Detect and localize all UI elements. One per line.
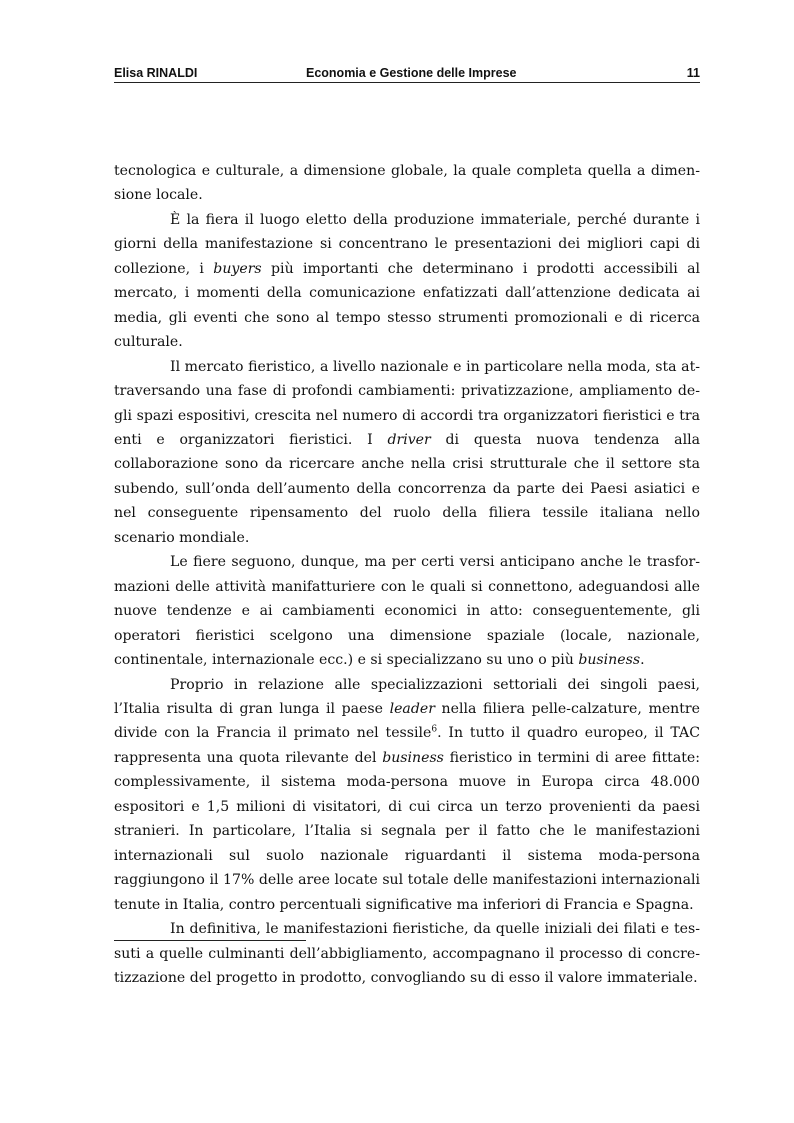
paragraph-3	[114, 355, 700, 551]
running-header	[114, 64, 700, 83]
text-run: nella filiera pelle-calzature, mentre divide con la Francia il primato nel tessile	[114, 700, 700, 742]
paragraph-4	[114, 550, 700, 672]
text-run: . In tutto il quadro europeo, il TAC rappresenta una quota rilevante del	[114, 725, 700, 766]
header-page-number: 11	[686, 66, 700, 80]
text-run: .	[640, 652, 645, 669]
body-text	[114, 159, 700, 990]
text-run: di questa nuova tendenza alla collaborazione sono da ricercare anche nella crisi strutturale che il settore sta subendo, sull’onda dell’aumento della concorrenza da parte dei Paesi asiatici e nel conseguente ripensamento del ruolo della filiera tessile italiana nello scenario mondiale.	[114, 431, 701, 546]
italic-term: business	[578, 652, 641, 669]
text-run: fieristico in termini di aree fittate: complessivamente, il sistema moda-persona muove in Europa circa 48.000 espositori e 1,5 milioni di visitatori, di cui circa un terzo provenienti da paesi stranieri. In particolare, l’Italia si segnala per il fatto che le manifestazioni internazionali sul suolo nazionale riguardanti il sistema moda-persona raggiungono il 17% delle aree locate sul totale delle manifestazioni internazionali tenute in Italia, contro percentuali significative ma inferiori di Francia e Spagna.	[114, 749, 701, 913]
text-run: È la fiera il luogo eletto della produzione immateriale, perché durante i giorni della manifestazione si concentrano le presentazioni dei migliori capi di collezione, i	[114, 211, 700, 277]
footnote-separator	[114, 940, 306, 941]
paragraph-6	[114, 917, 700, 990]
italic-term: leader	[389, 700, 435, 717]
paragraph-2	[114, 208, 700, 355]
italic-term: driver	[387, 431, 431, 448]
paragraph-1	[114, 159, 700, 208]
italic-term: business	[382, 749, 444, 766]
text-run: In definitiva, le manifestazioni fieristiche, da quelle iniziali dei filati e tessuti a quelle culminanti dell’abbigliamento, accompagnano il processo di concretizzazione del progetto in prodotto, convogliando su di esso il valore immateriale.	[114, 921, 700, 986]
header-title: Economia e Gestione delle Imprese	[306, 66, 517, 80]
paragraph-5	[114, 673, 700, 918]
text-run: Proprio in relazione alle specializzazioni settoriali dei singoli paesi, l’Italia risulta di gran lunga il paese	[114, 676, 700, 717]
footnote-marker: 6	[431, 724, 438, 735]
text-run: più importanti che determinano i prodotti accessibili al mercato, i momenti della comunicazione enfatizzati dall’attenzione dedicata ai media, gli eventi che sono al tempo stesso strumenti promozionali e di ricerca culturale.	[114, 260, 700, 351]
text-run: Il mercato fieristico, a livello nazionale e in particolare nella moda, sta attraversando una fase di profondi cambiamenti: privatizzazione, ampliamento degli spazi espositivi, crescita nel numero di accordi tra organizzatori fieristici e tra enti e organizzatori fieristici. I	[114, 358, 700, 448]
italic-term: buyers	[213, 260, 262, 277]
text-run: Le fiere seguono, dunque, ma per certi versi anticipano anche le trasformazioni delle attività manifatturiere con le quali si connettono, adeguandosi alle nuove tendenze e ai cambiamenti economici in atto: conseguentemente, gli operatori fieristici scelgono una dimensione spaziale (locale, nazionale, continentale, internazionale ecc.) e si specializzano su uno o più	[114, 554, 700, 669]
text-run: tecnologica e culturale, a dimensione globale, la quale completa quella a dimensione locale.	[114, 163, 700, 204]
header-author: Elisa RINALDI	[114, 66, 198, 80]
